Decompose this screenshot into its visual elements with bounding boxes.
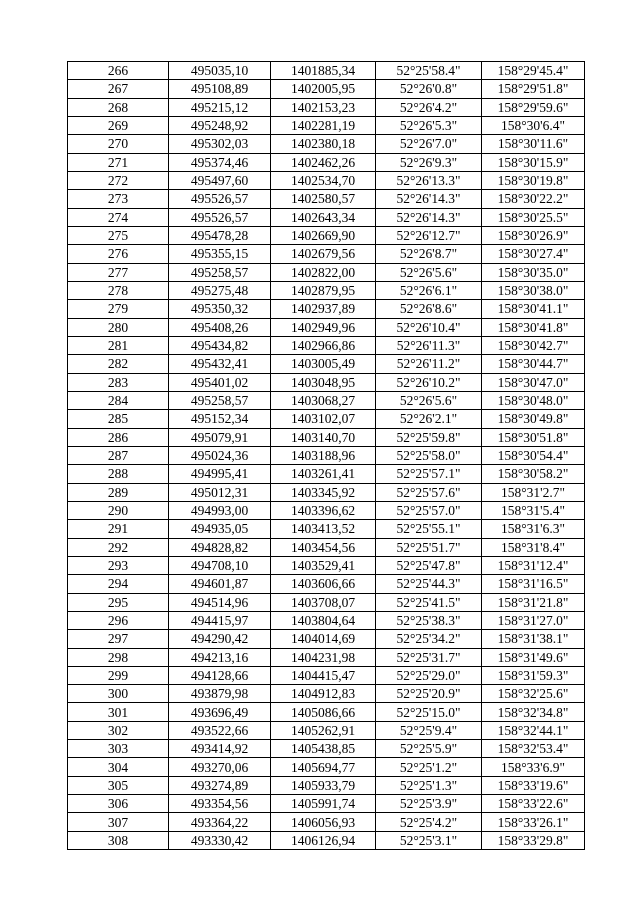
latitude-cell: 52°25'4.2" [376, 813, 482, 831]
point-number-cell: 305 [68, 776, 169, 794]
y-coordinate-cell: 1405694,77 [271, 758, 376, 776]
table-row [68, 795, 585, 813]
x-coordinate-cell: 493522,66 [169, 721, 271, 739]
point-number-cell: 301 [68, 703, 169, 721]
point-number-cell: 269 [68, 116, 169, 134]
latitude-cell: 52°26'6.1" [376, 281, 482, 299]
table-row [68, 813, 585, 831]
table-row [68, 831, 585, 849]
latitude-cell: 52°26'11.2" [376, 355, 482, 373]
longitude-cell: 158°33'19.6" [482, 776, 585, 794]
table-row [68, 483, 585, 501]
x-coordinate-cell: 495079,91 [169, 428, 271, 446]
latitude-cell: 52°25'55.1" [376, 520, 482, 538]
point-number-cell: 308 [68, 831, 169, 849]
longitude-cell: 158°30'27.4" [482, 245, 585, 263]
latitude-cell: 52°26'14.3" [376, 190, 482, 208]
longitude-cell: 158°30'22.2" [482, 190, 585, 208]
latitude-cell: 52°25'3.1" [376, 831, 482, 849]
point-number-cell: 276 [68, 245, 169, 263]
latitude-cell: 52°26'13.3" [376, 171, 482, 189]
point-number-cell: 299 [68, 666, 169, 684]
latitude-cell: 52°25'41.5" [376, 593, 482, 611]
x-coordinate-cell: 493364,22 [169, 813, 271, 831]
point-number-cell: 284 [68, 391, 169, 409]
latitude-cell: 52°26'10.4" [376, 318, 482, 336]
y-coordinate-cell: 1402462,26 [271, 153, 376, 171]
x-coordinate-cell: 494995,41 [169, 465, 271, 483]
y-coordinate-cell: 1403102,07 [271, 410, 376, 428]
y-coordinate-cell: 1403140,70 [271, 428, 376, 446]
y-coordinate-cell: 1406126,94 [271, 831, 376, 849]
y-coordinate-cell: 1405991,74 [271, 795, 376, 813]
y-coordinate-cell: 1403454,56 [271, 538, 376, 556]
y-coordinate-cell: 1404014,69 [271, 630, 376, 648]
y-coordinate-cell: 1402580,57 [271, 190, 376, 208]
table-row [68, 501, 585, 519]
x-coordinate-cell: 495526,57 [169, 190, 271, 208]
table-row [68, 556, 585, 574]
longitude-cell: 158°32'53.4" [482, 740, 585, 758]
latitude-cell: 52°25'29.0" [376, 666, 482, 684]
table-row [68, 776, 585, 794]
longitude-cell: 158°29'45.4" [482, 62, 585, 80]
y-coordinate-cell: 1402643,34 [271, 208, 376, 226]
longitude-cell: 158°30'47.0" [482, 373, 585, 391]
y-coordinate-cell: 1402669,90 [271, 226, 376, 244]
y-coordinate-cell: 1403345,92 [271, 483, 376, 501]
table-row [68, 410, 585, 428]
longitude-cell: 158°29'59.6" [482, 98, 585, 116]
latitude-cell: 52°26'14.3" [376, 208, 482, 226]
longitude-cell: 158°30'44.7" [482, 355, 585, 373]
latitude-cell: 52°26'2.1" [376, 410, 482, 428]
x-coordinate-cell: 495258,57 [169, 263, 271, 281]
table-row [68, 648, 585, 666]
table-row [68, 428, 585, 446]
y-coordinate-cell: 1403804,64 [271, 611, 376, 629]
x-coordinate-cell: 494415,97 [169, 611, 271, 629]
point-number-cell: 275 [68, 226, 169, 244]
point-number-cell: 296 [68, 611, 169, 629]
latitude-cell: 52°26'12.7" [376, 226, 482, 244]
point-number-cell: 268 [68, 98, 169, 116]
longitude-cell: 158°30'48.0" [482, 391, 585, 409]
longitude-cell: 158°31'8.4" [482, 538, 585, 556]
y-coordinate-cell: 1402949,96 [271, 318, 376, 336]
longitude-cell: 158°31'49.6" [482, 648, 585, 666]
longitude-cell: 158°30'41.8" [482, 318, 585, 336]
latitude-cell: 52°26'11.3" [376, 336, 482, 354]
y-coordinate-cell: 1402281,19 [271, 116, 376, 134]
x-coordinate-cell: 494601,87 [169, 575, 271, 593]
longitude-cell: 158°31'2.7" [482, 483, 585, 501]
longitude-cell: 158°31'27.0" [482, 611, 585, 629]
y-coordinate-cell: 1403708,07 [271, 593, 376, 611]
x-coordinate-cell: 494935,05 [169, 520, 271, 538]
latitude-cell: 52°25'58.0" [376, 446, 482, 464]
y-coordinate-cell: 1403188,96 [271, 446, 376, 464]
table-row [68, 355, 585, 373]
table-row [68, 520, 585, 538]
longitude-cell: 158°30'41.1" [482, 300, 585, 318]
y-coordinate-cell: 1403413,52 [271, 520, 376, 538]
point-number-cell: 287 [68, 446, 169, 464]
point-number-cell: 295 [68, 593, 169, 611]
table-row [68, 245, 585, 263]
table-row [68, 685, 585, 703]
point-number-cell: 288 [68, 465, 169, 483]
longitude-cell: 158°32'34.8" [482, 703, 585, 721]
table-row [68, 116, 585, 134]
point-number-cell: 294 [68, 575, 169, 593]
y-coordinate-cell: 1402937,89 [271, 300, 376, 318]
y-coordinate-cell: 1403048,95 [271, 373, 376, 391]
longitude-cell: 158°33'6.9" [482, 758, 585, 776]
x-coordinate-cell: 494213,16 [169, 648, 271, 666]
x-coordinate-cell: 495497,60 [169, 171, 271, 189]
y-coordinate-cell: 1402005,95 [271, 80, 376, 98]
table-row [68, 666, 585, 684]
latitude-cell: 52°25'20.9" [376, 685, 482, 703]
longitude-cell: 158°30'49.8" [482, 410, 585, 428]
table-row [68, 208, 585, 226]
y-coordinate-cell: 1403396,62 [271, 501, 376, 519]
x-coordinate-cell: 493274,89 [169, 776, 271, 794]
point-number-cell: 298 [68, 648, 169, 666]
longitude-cell: 158°30'42.7" [482, 336, 585, 354]
x-coordinate-cell: 495408,26 [169, 318, 271, 336]
y-coordinate-cell: 1405086,66 [271, 703, 376, 721]
latitude-cell: 52°26'8.6" [376, 300, 482, 318]
table-row [68, 721, 585, 739]
point-number-cell: 303 [68, 740, 169, 758]
table-row [68, 226, 585, 244]
y-coordinate-cell: 1405933,79 [271, 776, 376, 794]
table-row [68, 391, 585, 409]
latitude-cell: 52°25'51.7" [376, 538, 482, 556]
point-number-cell: 278 [68, 281, 169, 299]
point-number-cell: 279 [68, 300, 169, 318]
point-number-cell: 300 [68, 685, 169, 703]
table-row [68, 281, 585, 299]
x-coordinate-cell: 495478,28 [169, 226, 271, 244]
latitude-cell: 52°25'34.2" [376, 630, 482, 648]
latitude-cell: 52°25'15.0" [376, 703, 482, 721]
longitude-cell: 158°30'19.8" [482, 171, 585, 189]
y-coordinate-cell: 1403606,66 [271, 575, 376, 593]
point-number-cell: 271 [68, 153, 169, 171]
y-coordinate-cell: 1404231,98 [271, 648, 376, 666]
x-coordinate-cell: 495024,36 [169, 446, 271, 464]
table-row [68, 703, 585, 721]
table-row [68, 538, 585, 556]
table-row [68, 171, 585, 189]
x-coordinate-cell: 495350,32 [169, 300, 271, 318]
latitude-cell: 52°26'4.2" [376, 98, 482, 116]
x-coordinate-cell: 494128,66 [169, 666, 271, 684]
point-number-cell: 297 [68, 630, 169, 648]
x-coordinate-cell: 495432,41 [169, 355, 271, 373]
table-row [68, 263, 585, 281]
x-coordinate-cell: 495526,57 [169, 208, 271, 226]
y-coordinate-cell: 1403068,27 [271, 391, 376, 409]
table-row [68, 153, 585, 171]
x-coordinate-cell: 495434,82 [169, 336, 271, 354]
x-coordinate-cell: 493354,56 [169, 795, 271, 813]
table-row [68, 593, 585, 611]
point-number-cell: 266 [68, 62, 169, 80]
latitude-cell: 52°25'47.8" [376, 556, 482, 574]
point-number-cell: 293 [68, 556, 169, 574]
latitude-cell: 52°25'57.1" [376, 465, 482, 483]
point-number-cell: 274 [68, 208, 169, 226]
point-number-cell: 270 [68, 135, 169, 153]
longitude-cell: 158°31'12.4" [482, 556, 585, 574]
longitude-cell: 158°31'6.3" [482, 520, 585, 538]
y-coordinate-cell: 1402534,70 [271, 171, 376, 189]
longitude-cell: 158°30'26.9" [482, 226, 585, 244]
longitude-cell: 158°33'26.1" [482, 813, 585, 831]
point-number-cell: 267 [68, 80, 169, 98]
longitude-cell: 158°31'59.3" [482, 666, 585, 684]
y-coordinate-cell: 1402679,56 [271, 245, 376, 263]
table-row [68, 80, 585, 98]
table-row [68, 758, 585, 776]
longitude-cell: 158°30'51.8" [482, 428, 585, 446]
latitude-cell: 52°25'38.3" [376, 611, 482, 629]
longitude-cell: 158°30'38.0" [482, 281, 585, 299]
latitude-cell: 52°25'57.0" [376, 501, 482, 519]
x-coordinate-cell: 495275,48 [169, 281, 271, 299]
point-number-cell: 304 [68, 758, 169, 776]
x-coordinate-cell: 494290,42 [169, 630, 271, 648]
table-row [68, 465, 585, 483]
x-coordinate-cell: 494828,82 [169, 538, 271, 556]
coordinates-table-body [68, 62, 585, 850]
longitude-cell: 158°30'58.2" [482, 465, 585, 483]
y-coordinate-cell: 1405438,85 [271, 740, 376, 758]
longitude-cell: 158°33'29.8" [482, 831, 585, 849]
x-coordinate-cell: 493879,98 [169, 685, 271, 703]
point-number-cell: 281 [68, 336, 169, 354]
y-coordinate-cell: 1403529,41 [271, 556, 376, 574]
point-number-cell: 272 [68, 171, 169, 189]
point-number-cell: 282 [68, 355, 169, 373]
latitude-cell: 52°25'9.4" [376, 721, 482, 739]
x-coordinate-cell: 495152,34 [169, 410, 271, 428]
longitude-cell: 158°32'44.1" [482, 721, 585, 739]
y-coordinate-cell: 1403005,49 [271, 355, 376, 373]
table-row [68, 575, 585, 593]
x-coordinate-cell: 495258,57 [169, 391, 271, 409]
point-number-cell: 302 [68, 721, 169, 739]
x-coordinate-cell: 495355,15 [169, 245, 271, 263]
y-coordinate-cell: 1402879,95 [271, 281, 376, 299]
table-row [68, 446, 585, 464]
x-coordinate-cell: 493270,06 [169, 758, 271, 776]
longitude-cell: 158°29'51.8" [482, 80, 585, 98]
latitude-cell: 52°25'58.4" [376, 62, 482, 80]
y-coordinate-cell: 1405262,91 [271, 721, 376, 739]
y-coordinate-cell: 1402822,00 [271, 263, 376, 281]
x-coordinate-cell: 495012,31 [169, 483, 271, 501]
y-coordinate-cell: 1403261,41 [271, 465, 376, 483]
y-coordinate-cell: 1402966,86 [271, 336, 376, 354]
table-row [68, 336, 585, 354]
table-row [68, 318, 585, 336]
longitude-cell: 158°30'6.4" [482, 116, 585, 134]
point-number-cell: 290 [68, 501, 169, 519]
point-number-cell: 289 [68, 483, 169, 501]
y-coordinate-cell: 1404912,83 [271, 685, 376, 703]
table-row [68, 611, 585, 629]
table-row [68, 135, 585, 153]
table-row [68, 373, 585, 391]
longitude-cell: 158°30'54.4" [482, 446, 585, 464]
x-coordinate-cell: 495108,89 [169, 80, 271, 98]
table-row [68, 98, 585, 116]
coordinates-table [67, 61, 585, 850]
y-coordinate-cell: 1404415,47 [271, 666, 376, 684]
latitude-cell: 52°26'10.2" [376, 373, 482, 391]
point-number-cell: 277 [68, 263, 169, 281]
latitude-cell: 52°26'5.6" [376, 391, 482, 409]
point-number-cell: 292 [68, 538, 169, 556]
longitude-cell: 158°30'11.6" [482, 135, 585, 153]
x-coordinate-cell: 495248,92 [169, 116, 271, 134]
latitude-cell: 52°25'5.9" [376, 740, 482, 758]
point-number-cell: 307 [68, 813, 169, 831]
x-coordinate-cell: 495401,02 [169, 373, 271, 391]
longitude-cell: 158°31'21.8" [482, 593, 585, 611]
point-number-cell: 306 [68, 795, 169, 813]
table-row [68, 300, 585, 318]
x-coordinate-cell: 493330,42 [169, 831, 271, 849]
x-coordinate-cell: 493696,49 [169, 703, 271, 721]
longitude-cell: 158°30'15.9" [482, 153, 585, 171]
table-row [68, 190, 585, 208]
longitude-cell: 158°33'22.6" [482, 795, 585, 813]
y-coordinate-cell: 1402380,18 [271, 135, 376, 153]
latitude-cell: 52°25'59.8" [376, 428, 482, 446]
longitude-cell: 158°32'25.6" [482, 685, 585, 703]
latitude-cell: 52°25'3.9" [376, 795, 482, 813]
x-coordinate-cell: 494514,96 [169, 593, 271, 611]
y-coordinate-cell: 1402153,23 [271, 98, 376, 116]
latitude-cell: 52°25'31.7" [376, 648, 482, 666]
latitude-cell: 52°26'5.3" [376, 116, 482, 134]
point-number-cell: 273 [68, 190, 169, 208]
x-coordinate-cell: 495215,12 [169, 98, 271, 116]
x-coordinate-cell: 494993,00 [169, 501, 271, 519]
longitude-cell: 158°31'16.5" [482, 575, 585, 593]
point-number-cell: 283 [68, 373, 169, 391]
latitude-cell: 52°25'1.2" [376, 758, 482, 776]
table-row [68, 740, 585, 758]
x-coordinate-cell: 495035,10 [169, 62, 271, 80]
latitude-cell: 52°26'5.6" [376, 263, 482, 281]
longitude-cell: 158°31'5.4" [482, 501, 585, 519]
latitude-cell: 52°25'44.3" [376, 575, 482, 593]
point-number-cell: 291 [68, 520, 169, 538]
x-coordinate-cell: 493414,92 [169, 740, 271, 758]
point-number-cell: 285 [68, 410, 169, 428]
table-row [68, 62, 585, 80]
latitude-cell: 52°25'57.6" [376, 483, 482, 501]
point-number-cell: 286 [68, 428, 169, 446]
latitude-cell: 52°26'0.8" [376, 80, 482, 98]
x-coordinate-cell: 494708,10 [169, 556, 271, 574]
y-coordinate-cell: 1401885,34 [271, 62, 376, 80]
point-number-cell: 280 [68, 318, 169, 336]
longitude-cell: 158°31'38.1" [482, 630, 585, 648]
y-coordinate-cell: 1406056,93 [271, 813, 376, 831]
x-coordinate-cell: 495302,03 [169, 135, 271, 153]
latitude-cell: 52°25'1.3" [376, 776, 482, 794]
latitude-cell: 52°26'7.0" [376, 135, 482, 153]
table-row [68, 630, 585, 648]
x-coordinate-cell: 495374,46 [169, 153, 271, 171]
latitude-cell: 52°26'9.3" [376, 153, 482, 171]
longitude-cell: 158°30'25.5" [482, 208, 585, 226]
latitude-cell: 52°26'8.7" [376, 245, 482, 263]
longitude-cell: 158°30'35.0" [482, 263, 585, 281]
